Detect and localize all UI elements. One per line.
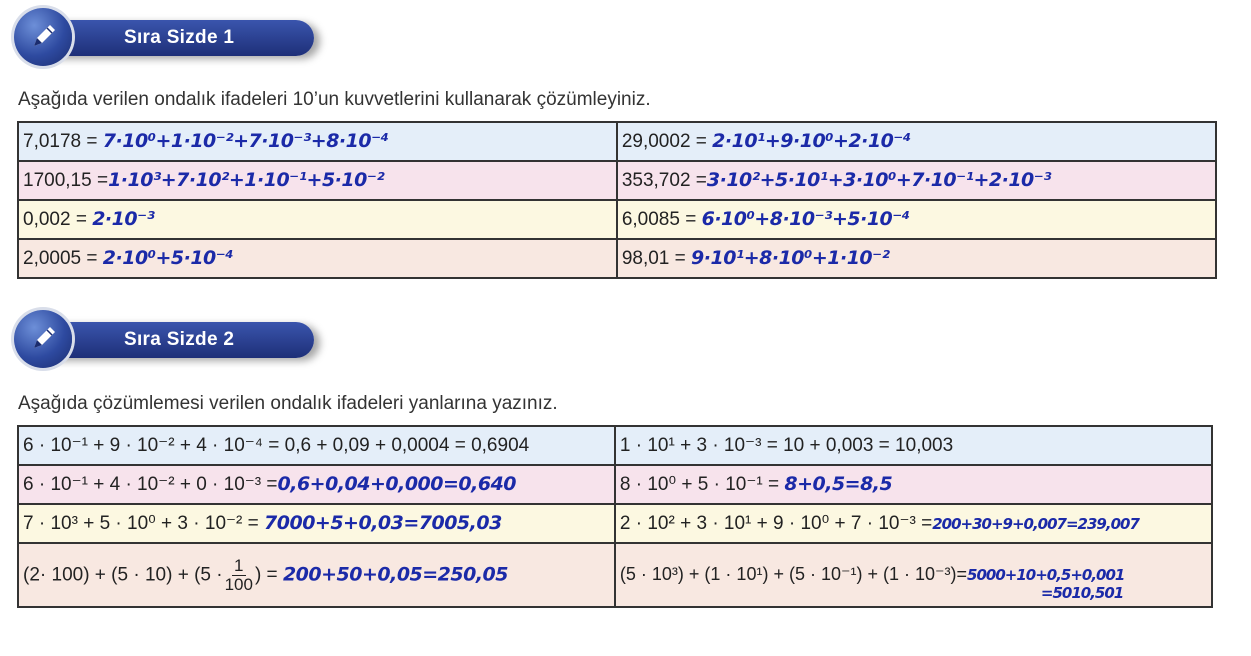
table-row [18,200,1216,239]
table-row [18,426,1212,465]
question-text: 29,0002 = [621,131,707,152]
section1-cell [617,200,1216,239]
handwritten-answer: 7000+5+0,03=7005,03 [264,512,502,534]
handwritten-answer: 2·10¹+9·10⁰+2·10⁻⁴ [712,130,911,152]
question-text: 7 · 10³ + 5 · 10⁰ + 3 · 10⁻² = [23,513,259,534]
handwritten-answer: 8+0,5=8,5 [784,473,893,495]
handwritten-answer: 3·10²+5·10¹+3·10⁰+7·10⁻¹+2·10⁻³ [706,169,1052,191]
section2-cell [615,426,1212,465]
section1-cell [18,161,617,200]
question-text: 0,002 = [23,209,87,230]
handwritten-answer: 2·10⁻³ [92,208,155,230]
section1-table [17,121,1217,279]
question-text: 353,702 = [621,170,707,191]
section1-instruction: Aşağıda verilen ondalık ifadeleri 10’un kuvvetlerini kullanarak çözümleyiniz. [18,89,651,110]
handwritten-answer: 200+50+0,05=250,05 [282,563,508,586]
question-text: 6,0085 = [621,209,697,230]
section1-title: Sıra Sizde 1 [124,27,235,48]
section2-cell [18,426,615,465]
question-text: (5 · 10³) + (1 · 10¹) + (5 · 10⁻¹) + (1 · 10⁻³)= [619,564,968,584]
question-text: 2 · 10² + 3 · 10¹ + 9 · 10⁰ + 7 · 10⁻³ = [619,513,933,534]
section1-banner [14,8,344,66]
table-row [18,543,1212,607]
section2-cell [18,504,615,543]
table-row [18,465,1212,504]
handwritten-answer: 200+30+9+0,007=239,007 [932,515,1139,533]
question-text: 8 · 10⁰ + 5 · 10⁻¹ = [619,474,780,495]
pencil-icon [14,310,72,368]
section1-title-bar [44,20,314,56]
question-text: 7,0178 = [23,131,98,152]
fraction-numerator: 1 [234,555,244,575]
section2-instruction: Aşağıda çözümlemesi verilen ondalık ifadeleri yanlarına yazınız. [18,393,558,414]
section2-cell [18,543,615,607]
section2-cell [615,465,1212,504]
section2-banner [14,310,344,368]
handwritten-answer: 1·10³+7·10²+1·10⁻¹+5·10⁻² [108,169,385,191]
section1-cell [617,161,1216,200]
handwritten-answer: 6·10⁰+8·10⁻³+5·10⁻⁴ [701,208,910,230]
handwritten-answer-line2: =5010,501 [1040,584,1124,602]
question-text: 98,01 = [621,248,686,269]
table-row [18,504,1212,543]
section1-cell [18,239,617,278]
pencil-icon [14,8,72,66]
fraction [225,557,253,594]
section2-title-bar [44,322,314,358]
section1-cell [18,122,617,161]
question-text: (2· 100) + (5 · 10) + (5 · [23,564,223,586]
section1-cell [617,239,1216,278]
section2-table [17,425,1213,608]
question-text: ) = [254,564,278,586]
question-text: 1 · 10¹ + 3 · 10⁻³ = 10 + 0,003 = 10,003 [619,435,954,456]
table-row [18,239,1216,278]
section1-cell [617,122,1216,161]
section2-cell [18,465,615,504]
fraction-denominator: 100 [224,574,253,594]
handwritten-answer: 2·10⁰+5·10⁻⁴ [102,247,234,269]
table-row [18,122,1216,161]
section1-cell [18,200,617,239]
question-text: 1700,15 = [23,170,109,191]
section2-cell [615,504,1212,543]
question-text: 2,0005 = [23,248,98,269]
handwritten-answer: 9·10¹+8·10⁰+1·10⁻² [691,247,890,269]
question-text: 6 · 10⁻¹ + 4 · 10⁻² + 0 · 10⁻³ = [23,474,278,495]
handwritten-answer: 7·10⁰+1·10⁻²+7·10⁻³+8·10⁻⁴ [102,130,389,152]
section2-title: Sıra Sizde 2 [124,329,235,350]
question-text: 6 · 10⁻¹ + 9 · 10⁻² + 4 · 10⁻⁴ = 0,6 + 0,09 + 0,0004 = 0,6904 [23,435,530,456]
handwritten-answer: 5000+10+0,5+0,001 [967,566,1125,584]
handwritten-answer: 0,6+0,04+0,000=0,640 [277,473,517,495]
section2-cell [615,543,1212,607]
table-row [18,161,1216,200]
